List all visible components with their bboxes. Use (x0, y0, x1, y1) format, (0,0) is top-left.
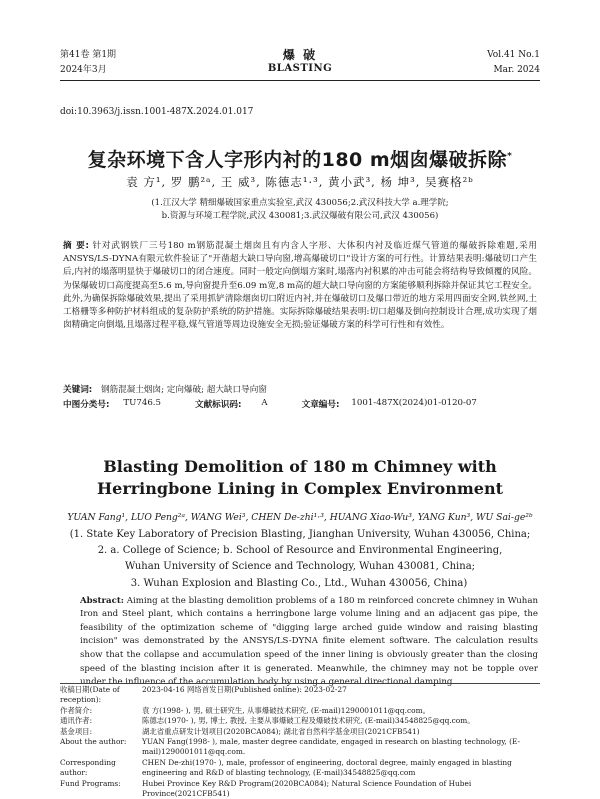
footnote-rule (60, 683, 540, 684)
chinese-title-text: 复杂环境下含人字形内衬的180 m烟囱爆破拆除 (87, 149, 508, 171)
header-date-cn: 2024年3月 (60, 65, 107, 75)
header-volume-cn: 第41卷 第1期 (60, 50, 117, 60)
english-title-line-1: Blasting Demolition of 180 m Chimney with (103, 457, 497, 476)
title-footnote-mark: * (507, 151, 513, 162)
english-affiliation-line-2: 2. a. College of Science; b. School of Resource and Environmental Engineering, (97, 545, 503, 556)
code-value: A (261, 398, 268, 408)
english-affiliation-line-3: Wuhan University of Science and Technology, Wuhan 430081, China; (124, 561, 476, 572)
english-authors: YUAN Fang¹, LUO Peng²ᵃ, WANG Wei³, CHEN De-zhi¹·³, HUANG Xiao-Wu³, YANG Kun³, WU Sai-ge²ᵇ (67, 512, 533, 523)
english-title-line-2: Herringbone Lining in Complex Environment (97, 479, 503, 498)
footnote-text: Hubei Province Key R&D Program(2020BCA084); Natural Science Foundation of Hubei Province(2021CFB541) (142, 778, 472, 799)
header-date-en: Mar. 2024 (493, 65, 540, 75)
footnote-label: Fund Programs: (60, 778, 121, 788)
chinese-affiliation-line-1: (1.江汉大学 精细爆破国家重点实验室,武汉 430056;2.武汉科技大学 a.理学院; (151, 198, 449, 208)
footnote-row (60, 685, 540, 706)
footnote-text: 2023-04-16 网络首发日期(Published online): 2023-02-27 (142, 685, 347, 694)
abstract-label-en: Abstract: (80, 595, 124, 606)
abstract-text-cn: 针对武钢铁厂三号180 m钢筋混凝土烟囱且有内含人字形、大体积内衬及临近煤气管道的爆破拆除难题,采用ANSYS/LS-DYNA有限元软件验证了"开凿超大缺口导向窗,增高爆破切口"设计方案的可行性。计算结果表明:爆破切口产生后,内衬的塌落明显快于爆破切口的闭合速度。同时一般定向倒塌方案时,塌落内衬积累的冲击可能会将结构导致倾覆的风险。为保爆破切口高度提高至5.6 m,导向窗提升至6.09 m宽,8 m高的超大缺口导向窗的方案能够顺利拆除并保证其它工程安全。此外,为确保拆除爆破效果,提出了采用抓铲清除烟囱切口附近内衬,并在爆破切口及爆口带近的地方采用四面安全网,铁丝网,土工格栅等多种防护材料组成的复杂防护系统的防护措施。实际拆除爆破结果表明:切口超爆及倒向控制设计合理,成功实现了烟囱精确定向倒塌,且塌落过程平稳,煤气管道等周边设施安全无损;验证爆破方案的科学可行性和有效性。 (63, 241, 537, 331)
footnote-label: Corresponding author: (60, 757, 116, 778)
footnote-row (60, 779, 540, 799)
footnotes (60, 685, 540, 799)
footnote-row (60, 716, 540, 726)
code-label: 文献标识码: (194, 400, 242, 410)
footnote-text: CHEN De-zhi(1970- ), male, professor of engineering, doctoral degree, mainly engaged in blasting engineering and R&D of blasting technology, (E-mail)34548825@qq.com (142, 757, 512, 778)
chinese-abstract (63, 240, 537, 332)
classification-row (63, 398, 537, 410)
footnote-text: YUAN Fang(1998- ), male, master degree candidate, engaged in research on blasting technology, (E-mail)1290001011@qq.com. (142, 737, 521, 757)
footnote-label: 作者简介: (60, 705, 93, 715)
header-volume-en: Vol.41 No.1 (487, 50, 540, 60)
footnote-text: 陈德志(1970- ), 男, 博士, 教授, 主要从事爆破工程及爆破技术研究, (E-mail)34548825@qq.com。 (142, 716, 475, 726)
header-journal-cn: 爆 破 (282, 48, 318, 62)
header-journal-en: BLASTING (267, 63, 333, 74)
english-affiliation-line-1: (1. State Key Laboratory of Precision Blasting, Jianghan University, Wuhan 430056, China; (69, 529, 531, 540)
doi: doi:10.3963/j.issn.1001-487X.2024.01.017 (60, 107, 254, 117)
keywords-label: 关键词: (63, 385, 93, 395)
footnote-label: 通讯作者: (60, 716, 93, 726)
article-label: 文章编号: (301, 400, 340, 410)
abstract-text-en: Aiming at the blasting demolition problems of a 180 m reinforced concrete chimney in Wuhan Iron and Steel plant, which contains a herringbone large volume lining and an adjacent gas pipe, the feasibility of the optimization scheme of "digging large arched guide window and raising blasting incision" was demonstrated by the ANSYS/LS-DYNA finite element software. The calculation results show that the collapse and accumulation speed of the inner lining is obviously greater than the closing speed of the blasting incision after it is generated. Meanwhile, the chimney may not be topple over under the influence of the accumulation body by using a general directional damping (80, 595, 539, 688)
english-abstract (80, 578, 539, 690)
keywords-row (63, 384, 537, 397)
footnote-row (60, 737, 540, 758)
footnote-row (60, 706, 540, 716)
article-value: 1001-487X(2024)01-0120-07 (351, 398, 477, 408)
footnote-text: 湖北省重点研发计划项目(2020BCA084); 湖北省自然科学基金项目(2021CFB541) (142, 726, 420, 736)
class-label: 中图分类号: (63, 400, 110, 410)
footnote-label: 收稿日期(Date of reception): (60, 685, 120, 705)
keywords-text: 钢筋混凝土烟囱; 定向爆破; 超大缺口导向窗 (100, 385, 267, 395)
footnote-row (60, 727, 540, 737)
footnote-label: 基金项目: (60, 726, 93, 736)
footnote-label: About the author: (60, 737, 127, 747)
chinese-title (60, 145, 540, 172)
footnote-row (60, 758, 540, 779)
footnote-text: 袁 方(1998- ), 男, 硕士研究生, 从事爆破技术研究, (E-mail)1290001011@qq.com。 (142, 705, 430, 715)
header-rule (60, 80, 540, 81)
chinese-authors: 袁 方¹, 罗 鹏²ᵃ, 王 威³, 陈德志¹·³, 黄小武³, 杨 坤³, 吴赛格²ᵇ (126, 175, 474, 189)
english-affiliation-line-4-inline: 3. Wuhan Explosion and Blasting Co., Ltd., Wuhan 430056, China) (130, 578, 468, 589)
chinese-affiliation-line-2: b.资源与环境工程学院,武汉 430081;3.武汉爆破有限公司,武汉 430056) (161, 211, 439, 221)
abstract-label-cn: 摘 要: (63, 241, 89, 251)
class-value: TU746.5 (123, 398, 161, 408)
english-title (60, 456, 540, 500)
